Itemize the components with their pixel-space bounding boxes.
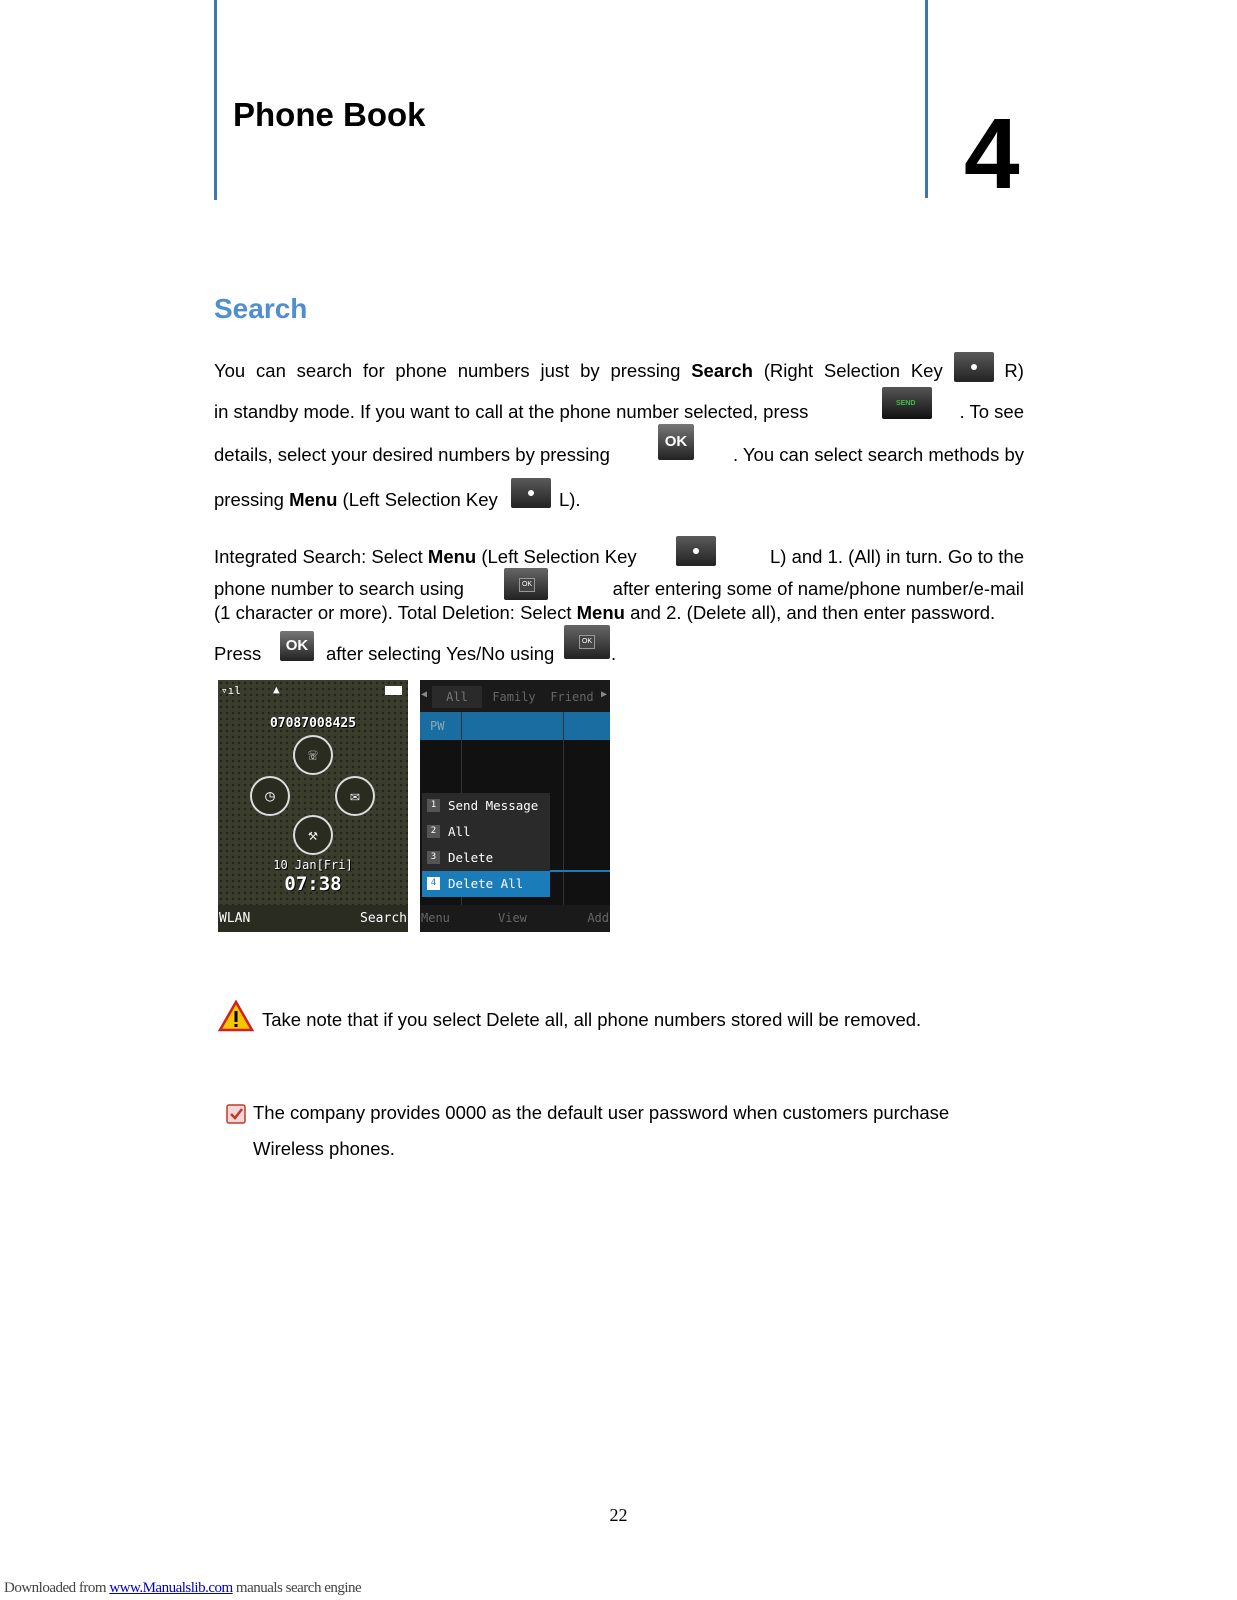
soft-key-left: WLAN — [219, 911, 251, 926]
menu-label: Delete All — [448, 876, 524, 891]
standby-time: 07:38 — [284, 873, 342, 895]
manualslib-link[interactable]: www.Manualslib.com — [109, 1580, 233, 1596]
text: and 2. (Delete all), and then enter password. — [624, 602, 996, 623]
text-line: phone number to search using — [214, 578, 464, 599]
tab-left-arrow-icon: ◀ — [421, 689, 428, 700]
settings-wrench-icon: ⚒ — [293, 815, 333, 855]
bell-icon: ▲ — [273, 683, 280, 696]
menu-label: Delete — [448, 850, 494, 865]
checkbox-note-icon — [226, 1104, 246, 1124]
text: (Left Selection Key — [476, 546, 637, 567]
menu-item-delete-all — [422, 871, 550, 897]
word: phone — [395, 360, 447, 381]
word: Selection — [823, 360, 901, 381]
status-bar — [218, 680, 408, 702]
text-line: details, select your desired numbers by pressing — [214, 444, 610, 465]
tab-right-arrow-icon: ▶ — [601, 689, 608, 700]
navigation-key-icon — [504, 568, 548, 600]
text: (1 character or more). Total Deletion: Select — [214, 602, 577, 623]
password-field: PW — [420, 712, 610, 740]
word: pressing — [610, 360, 681, 381]
left-selection-key-icon — [676, 536, 716, 566]
right-selection-key-icon — [954, 352, 994, 382]
menu-number: 1 — [427, 799, 440, 812]
standby-date: 10 Jan[Fri] — [273, 858, 353, 872]
word: by — [580, 360, 600, 381]
word: You — [214, 360, 246, 381]
warning-note: Take note that if you select Delete all, all phone numbers stored will be removed. — [262, 1009, 922, 1030]
send-key-icon — [882, 387, 932, 419]
phonebook-icon: ☏ — [293, 735, 333, 775]
footer-suffix: manuals search engine — [232, 1580, 362, 1596]
text: . — [611, 643, 617, 664]
text: Integrated Search: Select — [214, 546, 428, 567]
text: pressing — [214, 488, 290, 510]
alarm-clock-icon: ◷ — [250, 776, 290, 816]
menu-number: 2 — [427, 825, 440, 838]
word: just — [540, 360, 570, 381]
chapter-rule-right — [925, 0, 928, 198]
text: Press — [214, 643, 262, 664]
tab-all: All — [432, 686, 482, 708]
word: can — [256, 360, 286, 381]
menu-number: 3 — [427, 851, 440, 864]
footer-prefix: Downloaded from — [4, 1580, 110, 1596]
phone-screen-standby — [218, 680, 408, 932]
phone-screen-phonebook-menu — [420, 680, 610, 932]
paragraph-integrated-search — [214, 540, 1024, 670]
tab-friend: Friend — [550, 690, 594, 704]
word: for — [363, 360, 385, 381]
soft-key-center: View — [498, 911, 527, 925]
soft-key-right: Add — [587, 911, 609, 925]
divider — [563, 712, 564, 932]
message-icon: ✉ — [335, 776, 375, 816]
ok-key-icon: OK — [658, 424, 694, 460]
ok-key-icon: OK — [280, 631, 314, 661]
text-line: . You can select search methods by — [732, 444, 1024, 465]
menu-key-name: Menu — [289, 488, 338, 510]
word: search — [296, 360, 353, 381]
signal-icon: ▿ıl — [221, 684, 241, 697]
highlight-line — [550, 870, 610, 872]
info-note-line1: The company provides 0000 as the default user password when customers purchase — [253, 1102, 950, 1123]
menu-item-delete — [422, 845, 550, 871]
text-line: . To see — [959, 401, 1024, 422]
menu-key-name: Menu — [427, 546, 477, 567]
word: Key — [910, 360, 943, 381]
chapter-title: Phone Book — [233, 96, 426, 133]
menu-item-send-message — [422, 793, 550, 819]
section-heading: Search — [214, 293, 308, 324]
text-line: L) and 1. (All) in turn. Go to the — [770, 546, 1024, 567]
word: R) — [1004, 360, 1024, 381]
footer — [4, 1580, 361, 1597]
battery-icon — [385, 686, 402, 695]
options-menu — [422, 793, 550, 897]
menu-label: Send Message — [448, 798, 539, 813]
chapter-rule-left — [214, 0, 217, 200]
soft-key-bar — [420, 905, 610, 932]
group-tabs — [420, 680, 610, 712]
search-key-name: Search — [691, 360, 753, 381]
left-selection-key-icon — [511, 478, 551, 508]
info-note-line2: Wireless phones. — [253, 1138, 395, 1159]
text: L). — [558, 488, 581, 510]
menu-item-all — [422, 819, 550, 845]
word: numbers — [457, 360, 530, 381]
tab-family: Family — [492, 690, 536, 704]
paragraph-search-intro — [214, 352, 1024, 512]
dialed-number: 07087008425 — [269, 716, 357, 731]
text: after selecting Yes/No using — [326, 643, 555, 664]
page-number: 22 — [609, 1505, 628, 1525]
text-line: in standby mode. If you want to call at the phone number selected, press — [214, 401, 809, 422]
menu-label: All — [448, 824, 471, 839]
soft-key-left: Menu — [421, 911, 450, 925]
soft-key-right: Search — [360, 911, 407, 926]
menu-key-name: Menu — [576, 602, 625, 623]
text-line: after entering some of name/phone number/e-mail — [612, 578, 1024, 599]
soft-key-bar — [218, 905, 408, 932]
menu-number: 4 — [427, 877, 440, 890]
text: (Left Selection Key — [337, 488, 498, 510]
navigation-key-icon — [564, 625, 610, 659]
warning-icon — [218, 1000, 254, 1032]
word: (Right — [763, 360, 814, 381]
chapter-number: 4 — [964, 98, 1020, 210]
